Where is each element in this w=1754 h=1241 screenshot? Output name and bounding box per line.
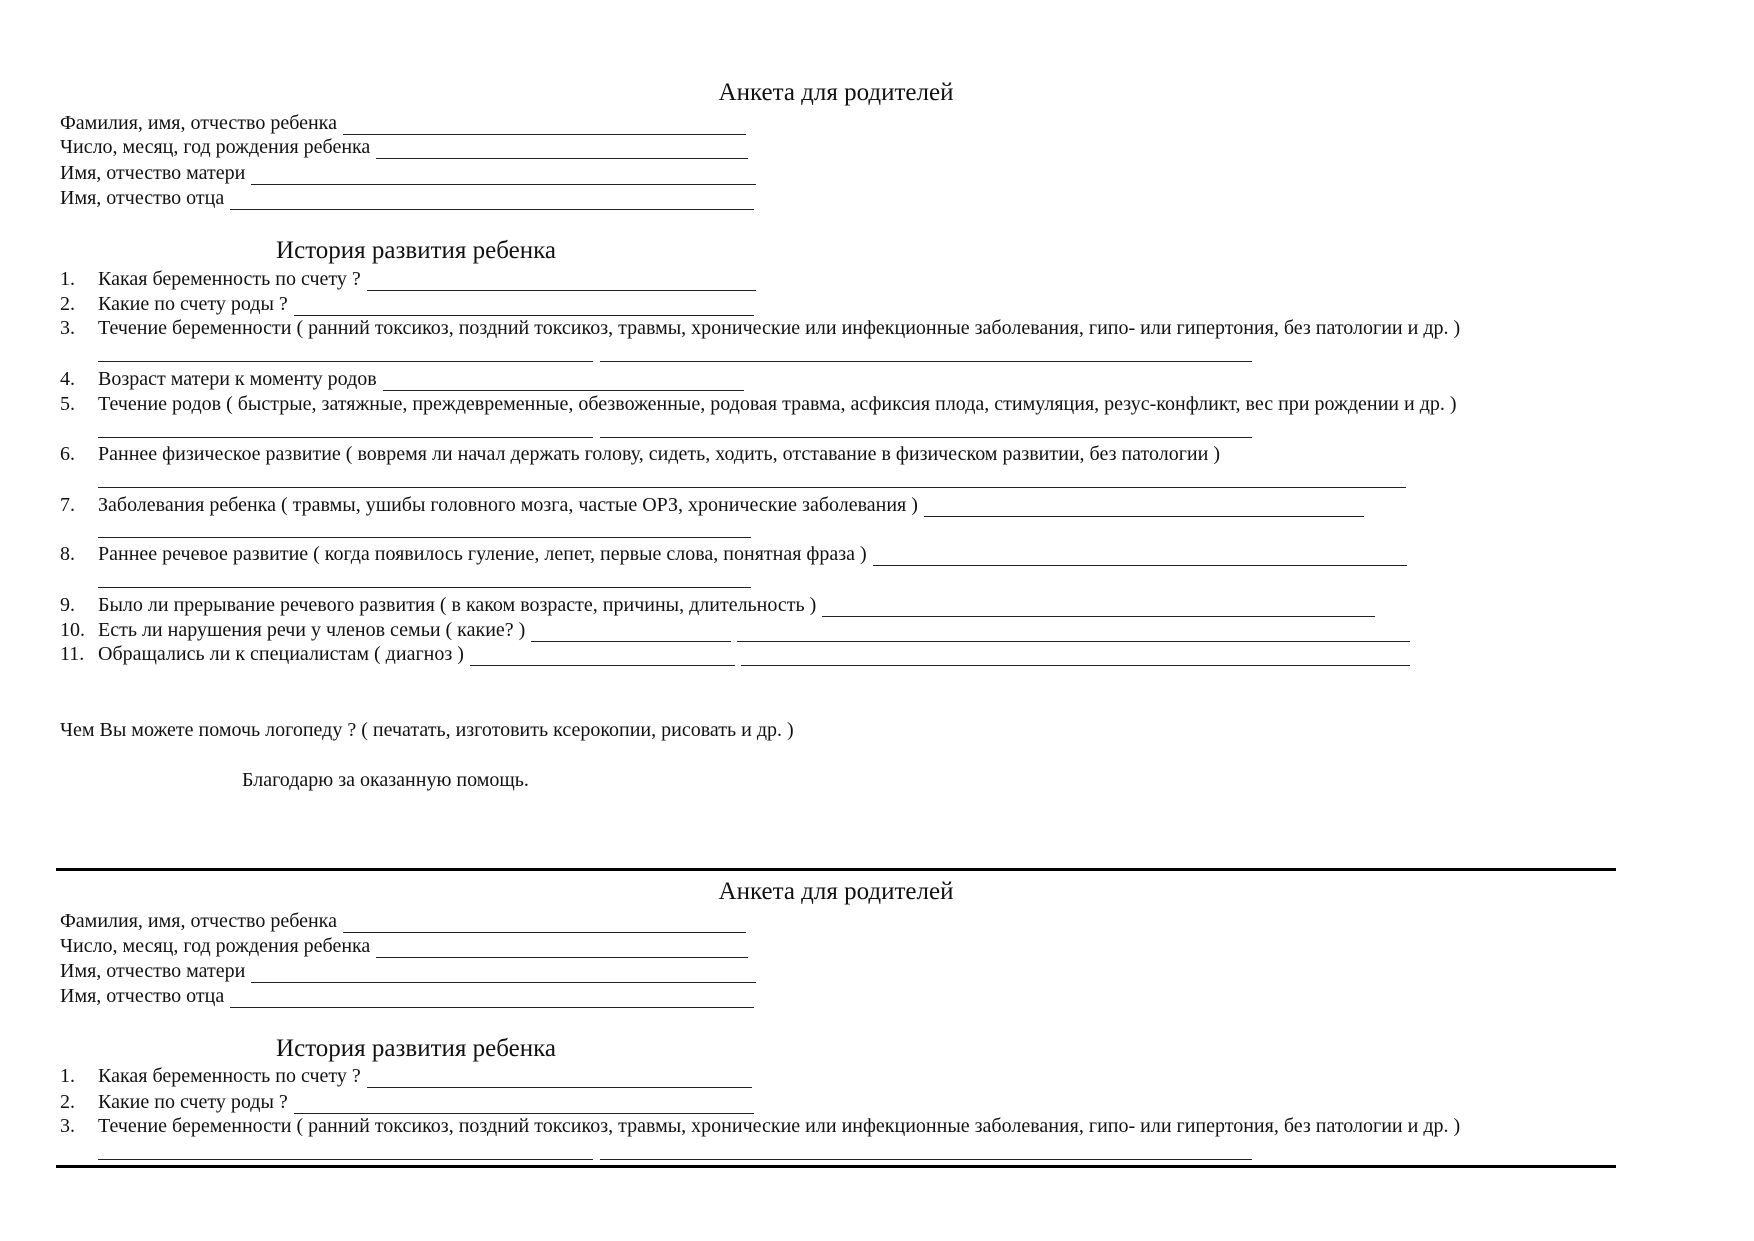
field-child-name: Фамилия, имя, отчество ребенка — [60, 111, 746, 135]
blank-line — [873, 547, 1407, 566]
question-11: 11. Обращались ли к специалистам ( диагноз ) — [60, 642, 1410, 666]
field-mother-name: Имя, отчество матери — [60, 959, 756, 983]
blank-line — [230, 989, 754, 1008]
blank-line — [230, 191, 754, 210]
help-question: Чем Вы можете помочь логопеду ? ( печатать, изготовить ксерокопии, рисовать и др. ) — [60, 719, 794, 741]
field-father-name: Имя, отчество отца — [60, 186, 754, 210]
cut-line-divider — [56, 1165, 1616, 1168]
blank-line — [600, 343, 1252, 362]
form-title: Анкета для родителей — [718, 878, 954, 905]
blank-line — [98, 519, 751, 538]
question-6: 6. Раннее физическое развитие ( вовремя ли начал держать голову, сидеть, ходить, отставание в физическом развитии, без патологии ) — [60, 443, 1220, 465]
blank-line — [367, 272, 756, 291]
question-3: 3. Течение беременности ( ранний токсикоз, поздний токсикоз, травмы, хронические или инфекционные заболевания, гипо- или гипертония, без патологии и др. ) — [60, 317, 1461, 339]
form-title: Анкета для родителей — [718, 79, 954, 106]
thanks-note: Благодарю за оказанную помощь. — [242, 769, 529, 791]
blank-line — [600, 1141, 1252, 1160]
blank-line — [251, 964, 756, 983]
answer-line-3 — [98, 343, 1252, 362]
question-7: 7. Заболевания ребенка ( травмы, ушибы головного мозга, частые ОРЗ, хронические заболевания ) — [60, 493, 1364, 517]
blank-line — [376, 939, 748, 958]
question-3: 3. Течение беременности ( ранний токсикоз, поздний токсикоз, травмы, хронические или инфекционные заболевания, гипо- или гипертония, без патологии и др. ) — [60, 1115, 1461, 1137]
blank-line — [531, 623, 731, 642]
blank-line — [98, 569, 751, 588]
question-2: 2. Какие по счету роды ? — [60, 1090, 754, 1114]
field-child-birthdate: Число, месяц, год рождения ребенка — [60, 135, 748, 159]
question-1: 1. Какая беременность по счету ? — [60, 1064, 752, 1088]
field-child-name: Фамилия, имя, отчество ребенка — [60, 909, 746, 933]
blank-line — [737, 623, 1410, 642]
blank-line — [98, 469, 1406, 488]
blank-line — [376, 140, 748, 159]
blank-line — [98, 1141, 593, 1160]
answer-line-8 — [98, 569, 751, 588]
blank-line — [600, 419, 1252, 438]
field-child-birthdate: Число, месяц, год рождения ребенка — [60, 934, 748, 958]
blank-line — [924, 498, 1364, 517]
question-1: 1. Какая беременность по счету ? — [60, 267, 756, 291]
blank-line — [367, 1069, 752, 1088]
blank-line — [383, 372, 744, 391]
blank-line — [251, 166, 756, 185]
blank-line — [343, 116, 746, 135]
answer-line-3 — [98, 1141, 1252, 1160]
question-9: 9. Было ли прерывание речевого развития ( в каком возрасте, причины, длительность ) — [60, 593, 1375, 617]
blank-line — [98, 419, 593, 438]
blank-line — [822, 598, 1375, 617]
field-mother-name: Имя, отчество матери — [60, 161, 756, 185]
section-title: История развития ребенка — [276, 237, 556, 264]
cut-line-divider — [56, 868, 1616, 871]
answer-line-7 — [98, 519, 751, 538]
answer-line-5 — [98, 419, 1252, 438]
section-title: История развития ребенка — [276, 1035, 556, 1062]
question-2: 2. Какие по счету роды ? — [60, 292, 754, 316]
blank-line — [343, 914, 746, 933]
question-10: 10. Есть ли нарушения речи у членов семьи ( какие? ) — [60, 618, 1410, 642]
question-8: 8. Раннее речевое развитие ( когда появилось гуление, лепет, первые слова, понятная фраза ) — [60, 542, 1407, 566]
blank-line — [741, 647, 1410, 666]
answer-line-6 — [98, 469, 1406, 488]
field-father-name: Имя, отчество отца — [60, 984, 754, 1008]
blank-line — [294, 1095, 754, 1114]
blank-line — [98, 343, 593, 362]
question-4: 4. Возраст матери к моменту родов — [60, 367, 744, 391]
blank-line — [294, 297, 754, 316]
blank-line — [470, 647, 735, 666]
question-5: 5. Течение родов ( быстрые, затяжные, преждевременные, обезвоженные, родовая травма, асфиксия плода, стимуляция, резус-конфликт, вес при рождении и др. ) — [60, 393, 1457, 415]
